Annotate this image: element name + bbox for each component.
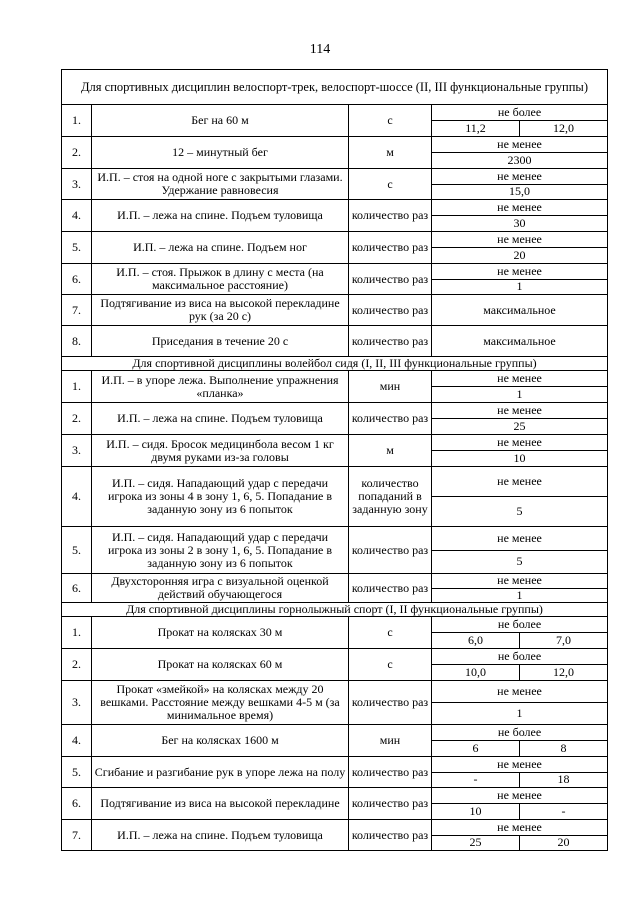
value-left: 6 [472,741,479,755]
row-number: 1. [62,617,92,649]
value-cell [432,820,608,851]
unit-cell: количество раз [349,788,432,820]
value-left: 10 [469,804,482,818]
table-row [62,649,608,681]
row-number: 3. [62,435,92,467]
exercise-name: И.П. – лежа на спине. Подъем туловища [92,820,349,851]
value-pair [432,741,607,756]
unit-cell: с [349,169,432,200]
value-box [432,403,607,434]
table-row [62,403,608,435]
exercise-name: И.П. – сидя. Нападающий удар с передачи игрока из зоны 2 в зону 1, 6, 5. Попадание в заданную зону из 6 попыток [92,527,349,574]
table-row [62,467,608,527]
value-header: не более [432,649,607,665]
value-cell [432,757,608,788]
unit-cell: количество раз [349,820,432,851]
exercise-name: Приседания в течение 20 с [92,326,349,357]
exercise-name: И.П. – стоя на одной ноге с закрытыми глазами. Удержание равновесия [92,169,349,200]
value-right: 18 [519,773,607,788]
value-box [432,725,607,756]
value-right: 8 [519,741,607,756]
value-cell [432,467,608,527]
exercise-name: 12 – минутный бег [92,137,349,169]
value-box [432,617,607,648]
exercise-name: И.П. – стоя. Прыжок в длину с места (на максимальное расстояние) [92,264,349,295]
value-cell [432,435,608,467]
value-box [432,527,607,573]
value-pair [432,633,607,648]
value-header: не более [432,105,607,121]
table-row [62,725,608,757]
value-header: не менее [432,232,607,248]
value-right: 12,0 [519,121,607,136]
exercise-name: Прокат на колясках 30 м [92,617,349,649]
row-number: 7. [62,295,92,326]
row-number: 4. [62,725,92,757]
row-number: 4. [62,200,92,232]
value-right: 12,0 [519,665,607,680]
table-row [62,574,608,603]
row-number: 5. [62,527,92,574]
value-left: 6,0 [468,633,483,647]
exercise-name: И.П. – сидя. Нападающий удар с передачи игрока из зоны 4 в зону 1, 6, 5. Попадание в заданную зону из 6 попыток [92,467,349,527]
row-number: 7. [62,820,92,851]
table-row [62,326,608,357]
value-left: 25 [469,835,482,850]
value-cell [432,681,608,725]
value-header: не менее [432,574,607,589]
exercise-name: И.П. – лежа на спине. Подъем туловища [92,200,349,232]
value-pair [432,836,607,851]
value-box [432,232,607,263]
table-row [62,105,608,137]
value-cell: максимальное [432,295,608,326]
exercise-name: Сгибание и разгибание рук в упоре лежа на полу [92,757,349,788]
value-single: 1 [516,587,523,602]
unit-cell: количество раз [349,232,432,264]
table-row [62,200,608,232]
exercise-name: Двухсторонняя игра с визуальной оценкой действий обучающегося [92,574,349,603]
value-single: 1 [516,706,523,720]
value-header: не менее [432,264,607,280]
unit-cell: количество раз [349,681,432,725]
exercise-name: И.П. – лежа на спине. Подъем туловища [92,403,349,435]
table-row [62,371,608,403]
unit-cell: количество раз [349,295,432,326]
value-header: не менее [432,788,607,804]
value-cell [432,617,608,649]
row-number: 2. [62,403,92,435]
value-cell [432,574,608,603]
unit-cell: с [349,617,432,649]
value-cell [432,169,608,200]
value-pair [432,665,607,680]
exercise-name: Подтягивание из виса на высокой перекладине [92,788,349,820]
value-header: не менее [432,527,607,551]
value-left: - [473,772,478,787]
value-cell [432,649,608,681]
value-right: 7,0 [519,633,607,648]
value-header: не менее [432,435,607,451]
unit-cell: с [349,105,432,137]
table-row [62,137,608,169]
section-row [62,357,608,371]
value-single: 30 [513,216,526,230]
row-number: 6. [62,574,92,603]
table-row [62,617,608,649]
value-cell: максимальное [432,326,608,357]
value-single: 1 [516,387,523,401]
unit-cell: количество раз [349,200,432,232]
value-cell [432,137,608,169]
row-number: 5. [62,232,92,264]
value-single: 10 [513,451,526,465]
row-number: 5. [62,757,92,788]
exercise-name: И.П. – лежа на спине. Подъем ног [92,232,349,264]
standards-table [61,69,608,851]
table-row [62,435,608,467]
table-row [62,527,608,574]
value-header: не менее [432,403,607,419]
value-single: 20 [513,248,526,262]
table-row [62,264,608,295]
unit-cell: количество раз [349,326,432,357]
value-single: 25 [513,419,526,433]
value-box [432,574,607,602]
value-pair [432,121,607,136]
value-header: не менее [432,371,607,387]
value-cell [432,232,608,264]
unit-cell: количество раз [349,757,432,788]
table-row [62,295,608,326]
value-box [432,105,607,136]
value-box [432,757,607,787]
value-box [432,169,607,199]
value-header: не менее [432,200,607,216]
row-number: 6. [62,264,92,295]
page-number: 114 [309,42,331,57]
value-right: - [519,804,607,819]
row-number: 1. [62,371,92,403]
table-caption: Для спортивных дисциплин велоспорт-трек, велоспорт-шоссе (II, III функциональные группы) [62,70,608,105]
exercise-name: Бег на колясках 1600 м [92,725,349,757]
value-box [432,681,607,724]
table-row [62,757,608,788]
table-row [62,788,608,820]
value-cell [432,200,608,232]
value-single: 5 [516,554,523,569]
unit-cell: количество раз [349,527,432,574]
row-number: 8. [62,326,92,357]
value-header: не менее [432,681,607,703]
value-header: не менее [432,757,607,773]
exercise-name: Бег на 60 м [92,105,349,137]
value-cell [432,788,608,820]
exercise-name: И.П. – сидя. Бросок медицинбола весом 1 кг двумя руками из-за головы [92,435,349,467]
value-pair [432,804,607,819]
value-box [432,200,607,231]
row-number: 6. [62,788,92,820]
value-right: 20 [519,836,607,851]
value-cell [432,725,608,757]
value-cell [432,403,608,435]
value-header: не менее [432,169,607,185]
table-row [62,169,608,200]
value-box [432,467,607,526]
unit-cell: мин [349,371,432,403]
exercise-name: Прокат на колясках 60 м [92,649,349,681]
row-number: 3. [62,681,92,725]
value-header: не более [432,617,607,633]
row-number: 4. [62,467,92,527]
value-box [432,820,607,850]
value-box [432,371,607,402]
unit-cell: мин [349,725,432,757]
section-title: Для спортивной дисциплины горнолыжный спорт (I, II функциональные группы) [62,603,608,617]
value-pair [432,773,607,788]
value-left: 10,0 [465,665,486,679]
row-number: 3. [62,169,92,200]
section-row [62,603,608,617]
value-header: не менее [432,820,607,836]
value-header: не более [432,725,607,741]
table-row [62,820,608,851]
value-box [432,788,607,819]
value-left: 11,2 [465,121,486,135]
value-cell [432,371,608,403]
value-header: не менее [432,137,607,153]
unit-cell: количество раз [349,574,432,603]
row-number: 1. [62,105,92,137]
value-single: 15,0 [509,184,531,199]
value-single: 2300 [507,153,532,167]
table-row [62,681,608,725]
unit-cell: количество раз [349,403,432,435]
row-number: 2. [62,137,92,169]
unit-cell: с [349,649,432,681]
unit-cell: м [349,435,432,467]
table-caption-row [62,70,608,105]
unit-cell: количество раз [349,264,432,295]
value-cell [432,527,608,574]
table-row [62,232,608,264]
value-box [432,137,607,168]
exercise-name: Подтягивание из виса на высокой перекладине рук (за 20 с) [92,295,349,326]
value-cell [432,264,608,295]
value-box [432,264,607,294]
value-box [432,649,607,680]
value-box [432,435,607,466]
section-title: Для спортивной дисциплины волейбол сидя (I, II, III функциональные группы) [62,357,608,371]
exercise-name: И.П. – в упоре лежа. Выполнение упражнения «планка» [92,371,349,403]
value-single: 1 [516,279,523,294]
exercise-name: Прокат «змейкой» на колясках между 20 вешками. Расстояние между вешками 4-5 м (за минимальное время) [92,681,349,725]
row-number: 2. [62,649,92,681]
unit-cell: м [349,137,432,169]
value-cell [432,105,608,137]
unit-cell: количество попаданий в заданную зону [349,467,432,527]
value-header: не менее [432,467,607,497]
value-single: 5 [516,504,523,518]
